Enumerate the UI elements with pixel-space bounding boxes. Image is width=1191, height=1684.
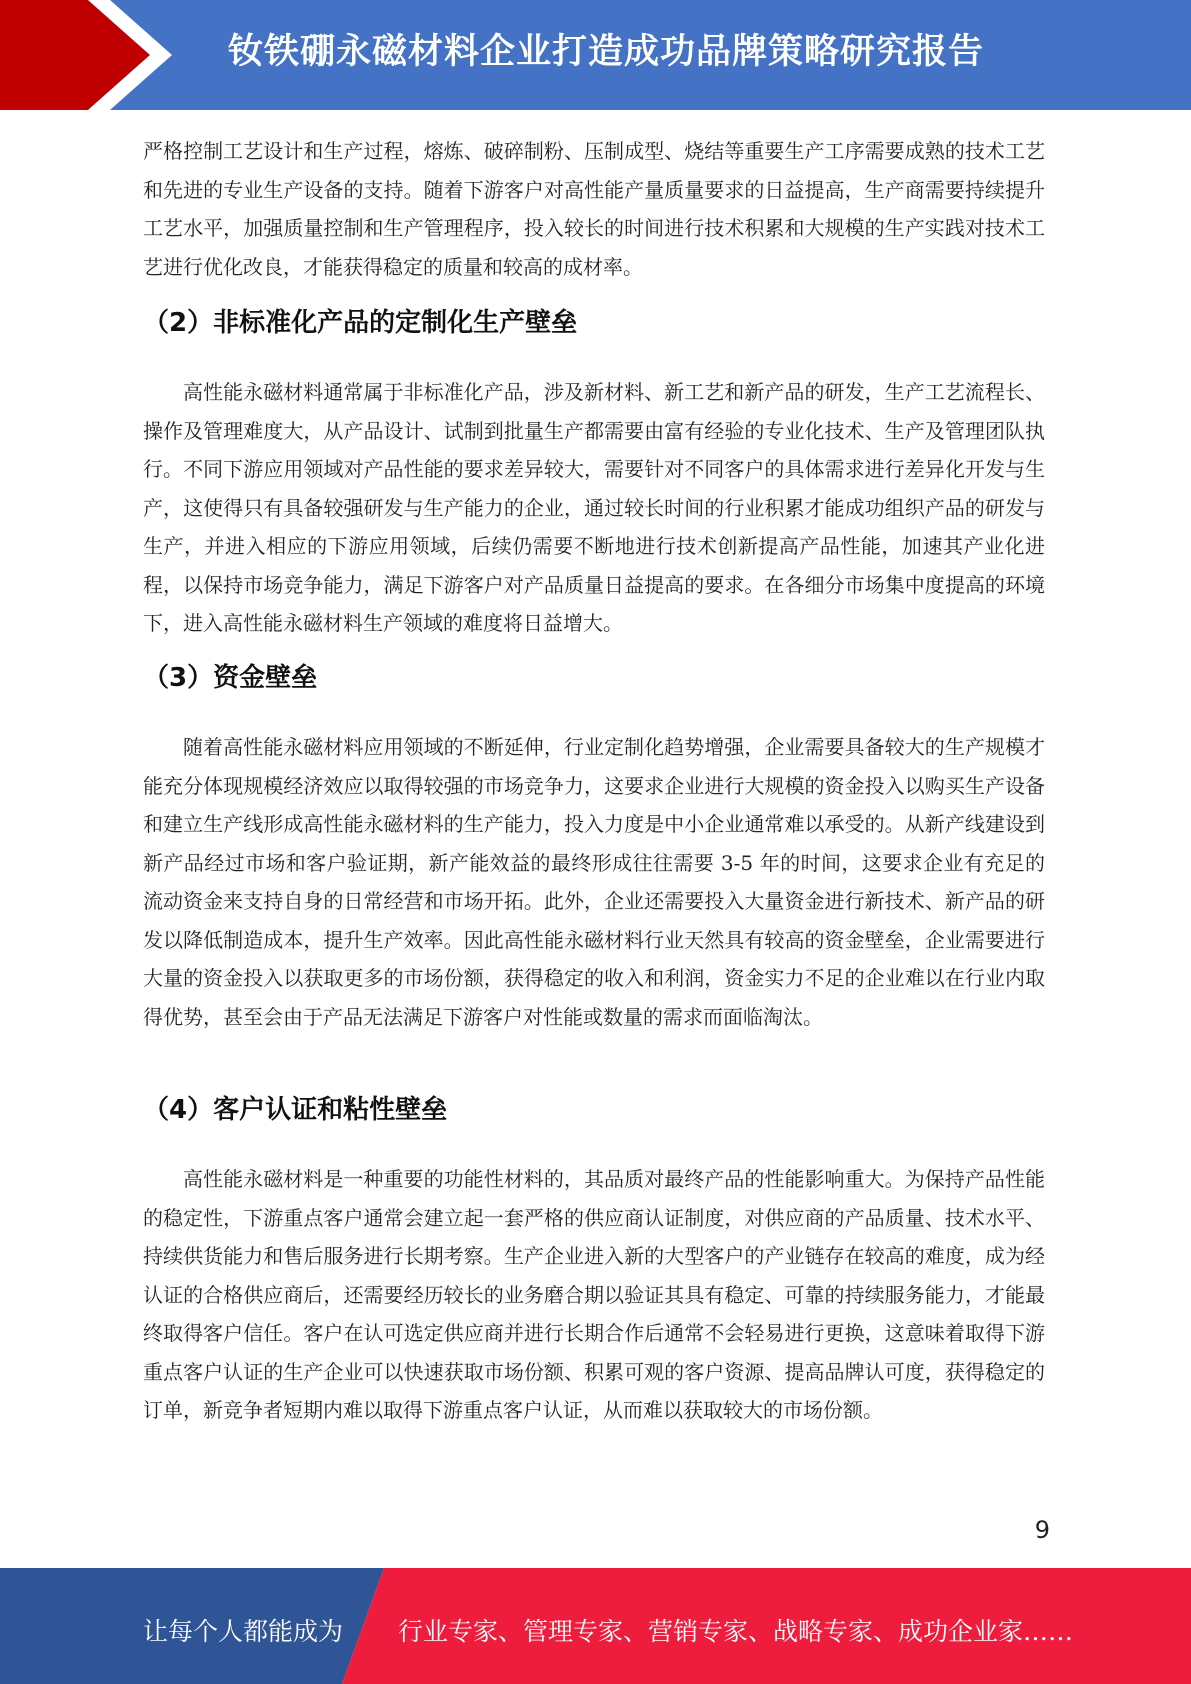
page-number: 9 xyxy=(1034,1516,1050,1544)
page-header xyxy=(0,0,1191,110)
footer-slogan-left: 让每个人都能成为 xyxy=(143,1617,344,1646)
section-heading-4: （4）客户认证和粘性壁垒 xyxy=(143,1095,448,1125)
intro-paragraph: 严格控制工艺设计和生产过程，熔炼、破碎制粉、压制成型、烧结等重要生产工序需要成熟的技术工艺和先进的专业生产设备的支持。随着下游客户对高性能产量质量要求的日益提高，生产商需要持续提升工艺水平，加强质量控制和生产管理程序，投入较长的时间进行技术积累和大规模的生产实践对技术工艺进行优化改良，才能获得稳定的质量和较高的成材率。 xyxy=(143,139,1045,279)
page-content xyxy=(143,132,1045,1430)
section-paragraph-2: 高性能永磁材料通常属于非标准化产品，涉及新材料、新工艺和新产品的研发，生产工艺流程长、操作及管理难度大，从产品设计、试制到批量生产都需要由富有经验的专业化技术、生产及管理团队执行。不同下游应用领域对产品性能的要求差异较大，需要针对不同客户的具体需求进行差异化开发与生产，这使得只有具备较强研发与生产能力的企业，通过较长时间的行业积累才能成功组织产品的研发与生产，并进入相应的下游应用领域，后续仍需要不断地进行技术创新提高产品性能，加速其产业化进程，以保持市场竞争能力，满足下游客户对产品质量日益提高的要求。在各细分市场集中度提高的环境下，进入高性能永磁材料生产领域的难度将日益增大。 xyxy=(143,380,1045,635)
section-paragraph-4: 高性能永磁材料是一种重要的功能性材料的，其品质对最终产品的性能影响重大。为保持产品性能的稳定性，下游重点客户通常会建立起一套严格的供应商认证制度，对供应商的产品质量、技术水平、持续供货能力和售后服务进行长期考察。生产企业进入新的大型客户的产业链存在较高的难度，成为经认证的合格供应商后，还需要经历较长的业务磨合期以验证其具有稳定、可靠的持续服务能力，才能最终取得客户信任。客户在认可选定供应商并进行长期合作后通常不会轻易进行更换，这意味着取得下游重点客户认证的生产企业可以快速获取市场份额、积累可观的客户资源、提高品牌认可度，获得稳定的订单，新竞争者短期内难以取得下游重点客户认证，从而难以获取较大的市场份额。 xyxy=(143,1167,1045,1422)
page-footer xyxy=(0,1568,1191,1684)
section-paragraph-3: 随着高性能永磁材料应用领域的不断延伸，行业定制化趋势增强，企业需要具备较大的生产规模才能充分体现规模经济效应以取得较强的市场竞争力，这要求企业进行大规模的资金投入以购买生产设备和建立生产线形成高性能永磁材料的生产能力，投入力度是中小企业通常难以承受的。从新产线建设到新产品经过市场和客户验证期，新产能效益的最终形成往往需要 3-5 年的时间，这要求企业有充足的流动资金来支持自身的日常经营和市场开拓。此外，企业还需要投入大量资金进行新技术、新产品的研发以降低制造成本，提升生产效率。因此高性能永磁材料行业天然具有较高的资金壁垒，企业需要进行大量的资金投入以获取更多的市场份额，获得稳定的收入和利润，资金实力不足的企业难以在行业内取得优势，甚至会由于产品无法满足下游客户对性能或数量的需求而面临淘汰。 xyxy=(143,735,1045,1029)
section-heading-2: （2）非标准化产品的定制化生产壁垒 xyxy=(143,308,578,338)
section-heading-3: （3）资金壁垒 xyxy=(143,663,318,693)
footer-slogan-right: 行业专家、管理专家、营销专家、战略专家、成功企业家…… xyxy=(398,1617,1074,1646)
report-title: 钕铁硼永磁材料企业打造成功品牌策略研究报告 xyxy=(228,32,985,72)
